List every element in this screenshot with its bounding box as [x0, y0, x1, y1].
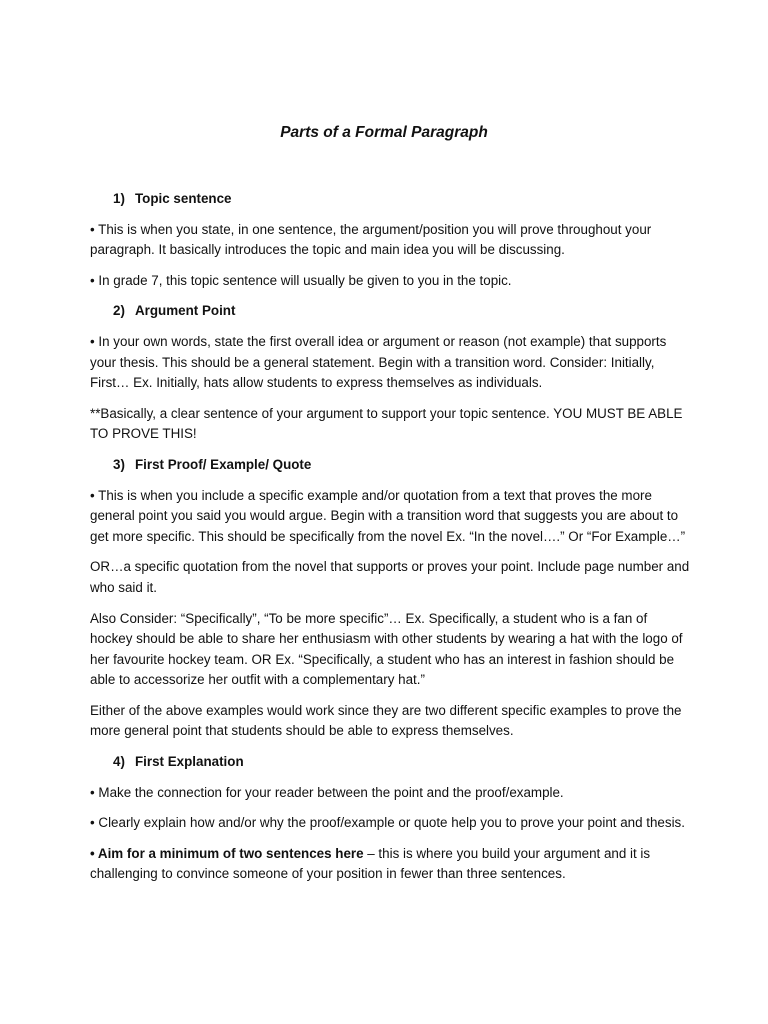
section-title: First Explanation — [135, 754, 244, 770]
section-heading-first-explanation — [113, 752, 690, 773]
paragraph: • This is when you include a specific example and/or quotation from a text that proves the more general point you said you would argue. Begin with a transition word that suggests you are about to get more specific. This should be specifically from the novel Ex. “In the novel….” Or “For Example…” — [90, 487, 686, 544]
section-number: 4) — [113, 754, 125, 770]
section-number: 3) — [113, 456, 125, 472]
section-heading-first-proof — [113, 455, 690, 476]
paragraph: • Clearly explain how and/or why the proof/example or quote help you to prove your point and thesis. — [90, 815, 685, 831]
paragraph: • In your own words, state the first overall idea or argument or reason (not example) that supports your thesis. This should be a general statement. Begin with a transition word. Consider: Initially, First… Ex. Initially, hats allow students to express themselves as individuals. — [90, 333, 667, 391]
paragraph-rest: – this is where you build your argument and it is challenging to convince someone of your position in fewer than three sentences. — [90, 845, 651, 882]
section-heading-argument-point — [113, 301, 690, 322]
paragraph: OR…a specific quotation from the novel that supports or proves your point. Include page number and who said it. — [90, 559, 690, 595]
page-title: Parts of a Formal Paragraph — [280, 124, 488, 141]
paragraph: Also Consider: “Specifically”, “To be more specific”… Ex. Specifically, a student who is a fan of hockey should be able to share her enthusiasm with other students by wearing a hat with the logo of her favourite hockey team. OR Ex. “Specifically, a student who has an interest in fashion should be able to accessorize her outfit with a complementary hat.” — [90, 610, 683, 688]
bold-emphasis: • Aim for a minimum of two sentences here — [90, 845, 364, 861]
paragraph-final — [90, 844, 690, 885]
document-body — [90, 189, 690, 895]
section-title: Argument Point — [135, 303, 236, 319]
section-title: Topic sentence — [135, 191, 232, 206]
section-heading-topic-sentence — [113, 189, 690, 210]
section-number: 1) — [113, 191, 125, 206]
paragraph: • Make the connection for your reader between the point and the proof/example. — [90, 784, 564, 800]
paragraph: • In grade 7, this topic sentence will usually be given to you in the topic. — [90, 272, 512, 288]
section-title: First Proof/ Example/ Quote — [135, 456, 312, 472]
paragraph: **Basically, a clear sentence of your argument to support your topic sentence. YOU MUST BE ABLE TO PROVE THIS! — [90, 405, 683, 442]
paragraph: • This is when you state, in one sentence, the argument/position you will prove throughout your paragraph. It basically introduces the topic and main idea you will be discussing. — [90, 221, 652, 258]
section-number: 2) — [113, 303, 125, 319]
paragraph: Either of the above examples would work since they are two different specific examples to prove the more general point that students should be able to express themselves. — [90, 702, 682, 739]
